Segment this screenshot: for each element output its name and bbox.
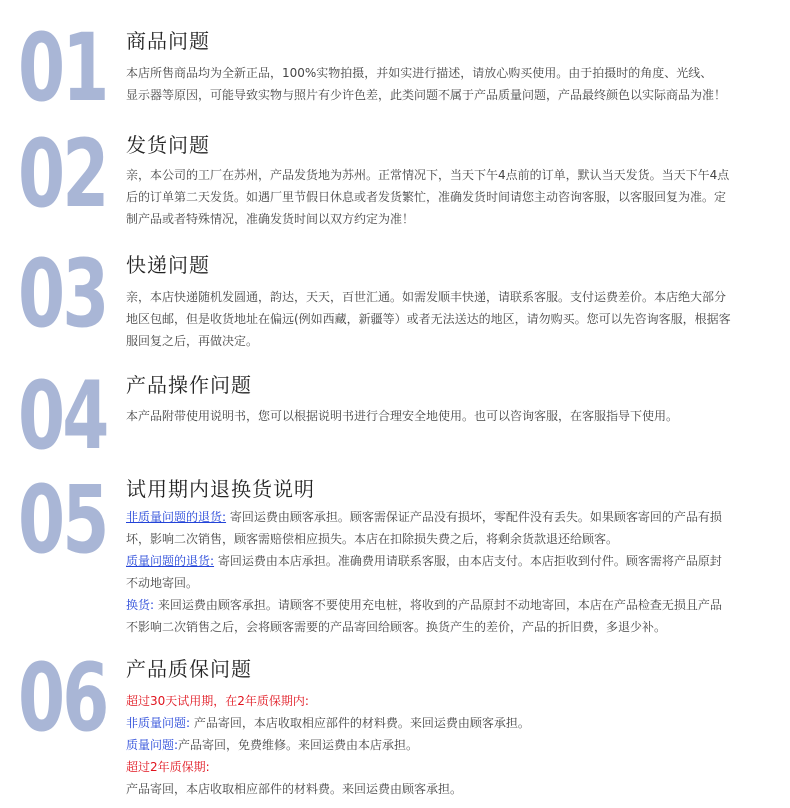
body-line [126,594,786,616]
body-line: 产品寄回，本店收取相应部件的材料费。来回运费由顾客承担。 [126,782,463,796]
body-line: 地区包邮，但是收货地址在偏远(例如西藏，新疆等）或者无法送达的地区，请勿购买。您可以先咨询客服，根据客 [126,312,731,326]
body-line [126,550,786,572]
beyond-warranty-label: 超过2年质保期: [126,760,210,774]
section-body [126,405,786,427]
section-body [126,506,786,638]
section-title: 产品质保问题 [126,657,252,681]
body-line: 不动地寄回。 [126,576,199,590]
section-number: 03 [18,240,107,349]
quality-label: 质量问题: [126,738,179,752]
body-line: 后的订单第二天发货。如遇厂里节假日休息或者发货繁忙，准确发货时间请您主动咨询客服，以客服回复为准。定 [126,190,727,204]
body-text: 产品寄回，本店收取相应部件的材料费。来回运费由顾客承担。 [193,716,530,730]
within-warranty-label: 超过30天试用期，在2年质保期内: [126,694,309,708]
section-title: 发货问题 [126,133,210,157]
section-title: 快递问题 [126,253,210,277]
section-number: 01 [18,14,107,123]
quality-return-label: 质量问题的退货: [126,554,215,568]
body-text: 产品寄回，免费维修。来回运费由本店承担。 [178,738,419,752]
body-line: 亲，本公司的工厂在苏州，产品发货地为苏州。正常情况下，当天下午4点前的订单，默认当天发货。当天下午4点 [126,168,730,182]
section-title: 试用期内退换货说明 [126,477,315,501]
body-line: 制产品或者特殊情况，准确发货时间以双方约定为准！ [126,212,415,226]
section-body [126,690,786,800]
body-line [126,734,786,756]
section-number: 06 [18,644,107,753]
section-number: 02 [18,120,107,229]
section-title: 产品操作问题 [126,373,252,397]
body-line: 不影响二次销售之后，会将顾客需要的产品寄回给顾客。换货产生的差价，产品的折旧费，多退少补。 [126,620,667,634]
exchange-label: 换货: [126,598,155,612]
body-line: 本产品附带使用说明书，您可以根据说明书进行合理安全地使用。也可以咨询客服，在客服指导下使用。 [126,409,679,423]
body-line: 显示器等原因，可能导致实物与照片有少许色差，此类问题不属于产品质量问题，产品最终颜色以实际商品为准！ [126,88,727,102]
section-title: 商品问题 [126,29,210,53]
section-number: 05 [18,466,107,575]
non-quality-label: 非质量问题: [126,716,191,730]
non-quality-return-label: 非质量问题的退货: [126,510,227,524]
body-line: 坏，影响二次销售，顾客需赔偿相应损失。本店在扣除损失费之后，将剩余货款退还给顾客。 [126,532,619,546]
body-text: 来回运费由顾客承担。请顾客不要使用充电桩，将收到的产品原封不动地寄回，本店在产品检查无损且产品 [157,598,722,612]
body-text: 寄回运费由本店承担。准确费用请联系客服，由本店支付。本店拒收到付件。顾客需将产品原封 [217,554,722,568]
body-line: 服回复之后，再做决定。 [126,334,259,348]
section-number: 04 [18,362,107,471]
section-body [126,286,786,352]
section-body [126,62,786,106]
section-body [126,164,786,230]
body-line [126,506,786,528]
body-line [126,712,786,734]
body-text: 寄回运费由顾客承担。顾客需保证产品没有损坏，零配件没有丢失。如果顾客寄回的产品有损 [229,510,722,524]
body-line: 亲，本店快递随机发圆通，韵达，天天，百世汇通。如需发顺丰快递，请联系客服。支付运费差价。本店绝大部分 [126,290,727,304]
body-line: 本店所售商品均为全新正品，100%实物拍摄，并如实进行描述，请放心购买使用。由于拍摄时的角度、光线、 [126,66,713,80]
